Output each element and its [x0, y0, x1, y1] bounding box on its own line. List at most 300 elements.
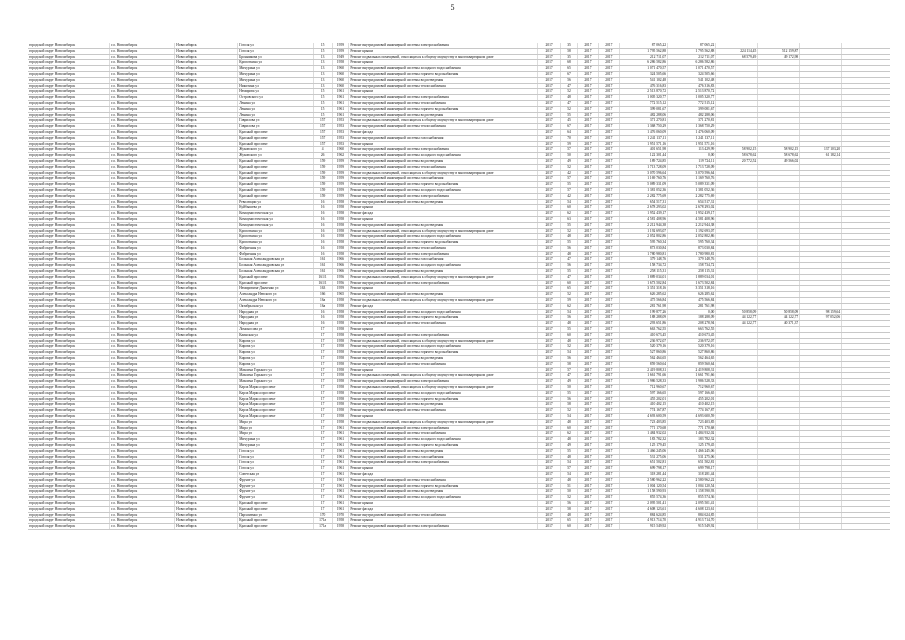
cell-plan_year: 2017: [538, 269, 561, 275]
cell-start: 2017: [577, 48, 598, 54]
cell-locality: Новосибирск: [175, 222, 238, 228]
cell-city: г.о. Новосибирск: [110, 425, 175, 431]
cell-start: 2017: [577, 164, 598, 170]
cell-plan_year: 2017: [538, 228, 561, 234]
cell-year: 1958: [332, 414, 349, 420]
cell-cost2: 4 913 714,70: [668, 518, 716, 524]
cell-end: 2017: [598, 141, 619, 147]
cell-year: 1958: [332, 350, 349, 356]
cell-work: Ремонт внутридомовой инженерной системы газоснабжения: [349, 176, 538, 182]
cell-year: 1958: [332, 385, 349, 391]
cell-area: 65: [561, 66, 578, 72]
cell-plan_year: 2017: [538, 199, 561, 205]
cell-plan_year: 2017: [538, 222, 561, 228]
cell-plan_year: 2017: [538, 361, 561, 367]
cell-city: г.о. Новосибирск: [110, 298, 175, 304]
cell-start: 2017: [577, 524, 598, 530]
cell-plan_year: 2017: [538, 338, 561, 344]
cell-cost1: 188 288,09: [619, 315, 667, 321]
cell-work: Ремонт внутридомовой инженерной системы электроснабжения: [349, 251, 538, 257]
cell-start: 2017: [577, 60, 598, 66]
cell-cost1: 1 005 320,77: [619, 95, 667, 101]
cell-cost3: [716, 524, 758, 530]
cell-area: 49: [561, 442, 578, 448]
cell-cost1: 873 030,84: [619, 245, 667, 251]
cell-end: 2017: [598, 344, 619, 350]
cell-cost4: 40 371,37: [758, 321, 800, 327]
cell-locality: Новосибирск: [175, 106, 238, 112]
cell-city: г.о. Новосибирск: [110, 60, 175, 66]
cell-locality: Новосибирск: [175, 431, 238, 437]
cell-district: городской округ Новосибирск: [28, 448, 110, 454]
cell-end: 2017: [598, 309, 619, 315]
cell-district: городской округ Новосибирск: [28, 199, 110, 205]
cell-work: Ремонт внутридомовой инженерной системы холодного водоснабжения: [349, 66, 538, 72]
cell-cost1: 189 724,85: [619, 158, 667, 164]
cell-city: г.о. Новосибирск: [110, 240, 175, 246]
cell-district: городской округ Новосибирск: [28, 147, 110, 153]
cell-cost1: 1 169 760,76: [619, 176, 667, 182]
cell-locality: Новосибирск: [175, 379, 238, 385]
cell-locality: Новосибирск: [175, 495, 238, 501]
cell-cost1: 712 960,67: [619, 385, 667, 391]
cell-house: 159: [313, 170, 332, 176]
cell-year: 1959: [332, 187, 349, 193]
cell-cost1: 541 102,48: [619, 77, 667, 83]
cell-cost1: 1 071 470,57: [619, 66, 667, 72]
cell-house: 13: [313, 66, 332, 72]
cell-locality: Новосибирск: [175, 147, 238, 153]
cell-work: Ремонт внутридомовой инженерной системы теплоснабжения: [349, 321, 538, 327]
cell-house: 17: [313, 344, 332, 350]
cell-cost2: 1 192 693,07: [668, 228, 716, 234]
cell-end: 2017: [598, 332, 619, 338]
cell-start: 2017: [577, 286, 598, 292]
cell-cost2: 183 782,32: [668, 437, 716, 443]
cell-locality: Новосибирск: [175, 442, 238, 448]
cell-area: 62: [561, 431, 578, 437]
cell-district: городской округ Новосибирск: [28, 71, 110, 77]
cell-year: 1961: [332, 89, 349, 95]
cell-work: Ремонт крыши: [349, 367, 538, 373]
cell-plan_year: 2017: [538, 240, 561, 246]
cell-locality: Новосибирск: [175, 367, 238, 373]
cell-year: 1953: [332, 124, 349, 130]
cell-start: 2017: [577, 344, 598, 350]
cell-start: 2017: [577, 425, 598, 431]
cell-locality: Новосибирск: [175, 356, 238, 362]
cell-locality: Новосибирск: [175, 280, 238, 286]
cell-area: 56: [561, 263, 578, 269]
cell-street: Фабричная ул: [238, 251, 314, 257]
cell-street: Гаврилова ул: [238, 118, 314, 124]
cell-area: 52: [561, 164, 578, 170]
cell-street: Красный проспект: [238, 280, 314, 286]
cell-cost3: 58 902,15: [716, 147, 758, 153]
cell-house: 16: [313, 222, 332, 228]
cell-house: 17: [313, 419, 332, 425]
cell-start: 2017: [577, 361, 598, 367]
cell-street: Гоголя ул: [238, 48, 314, 54]
cell-district: городской округ Новосибирск: [28, 292, 110, 298]
cell-district: городской округ Новосибирск: [28, 269, 110, 275]
cell-plan_year: 2017: [538, 309, 561, 315]
cell-plan_year: 2017: [538, 489, 561, 495]
cell-plan_year: 2017: [538, 460, 561, 466]
cell-street: Александра Невского ул: [238, 298, 314, 304]
cell-end: 2017: [598, 385, 619, 391]
cell-cost2: 188 288,09: [668, 315, 716, 321]
cell-house: 17: [313, 442, 332, 448]
cell-district: городской округ Новосибирск: [28, 518, 110, 524]
cell-house: 163: [313, 286, 332, 292]
cell-year: 1960: [332, 147, 349, 153]
cell-house: 161: [313, 269, 332, 275]
cell-plan_year: 2017: [538, 414, 561, 420]
cell-district: городской округ Новосибирск: [28, 280, 110, 286]
cell-cost2: 855 574,36: [668, 495, 716, 501]
cell-work: Ремонт крыши: [349, 216, 538, 222]
cell-cost1: 527 860,86: [619, 350, 667, 356]
cell-house: 16: [313, 199, 332, 205]
cell-cost1: 1 158 590,93: [619, 489, 667, 495]
cell-cost2: 723 403,85: [668, 419, 716, 425]
cell-street: Большая Александровская ул: [238, 257, 314, 263]
cell-locality: Новосибирск: [175, 344, 238, 350]
cell-area: 57: [561, 176, 578, 182]
cell-locality: Новосибирск: [175, 327, 238, 333]
cell-locality: Новосибирск: [175, 425, 238, 431]
cell-year: 1958: [332, 419, 349, 425]
cell-year: 1970: [332, 512, 349, 518]
cell-work: Ремонт внутридомовой инженерной системы теплоснабжения: [349, 512, 538, 518]
cell-start: 2017: [577, 71, 598, 77]
cell-plan_year: 2017: [538, 187, 561, 193]
cell-work: Ремонт подвальных помещений, относящихся к общему имуществу в многоквартирном доме: [349, 274, 538, 280]
cell-cost1: 2 580 962,22: [619, 477, 667, 483]
cell-year: 1959: [332, 286, 349, 292]
cell-cost2: 476 316,83: [668, 83, 716, 89]
cell-district: городской округ Новосибирск: [28, 187, 110, 193]
cell-plan_year: 2017: [538, 176, 561, 182]
cell-house: 17: [313, 506, 332, 512]
cell-city: г.о. Новосибирск: [110, 71, 175, 77]
cell-cost2: 113 429,99: [668, 147, 716, 153]
cell-year: 1961: [332, 506, 349, 512]
cell-year: 1958: [332, 245, 349, 251]
cell-district: городской округ Новосибирск: [28, 419, 110, 425]
cell-start: 2017: [577, 129, 598, 135]
cell-start: 2017: [577, 193, 598, 199]
cell-plan_year: 2017: [538, 257, 561, 263]
cell-street: Кирова ул: [238, 361, 314, 367]
cell-area: 55: [561, 222, 578, 228]
cell-house: 17: [313, 361, 332, 367]
cell-city: г.о. Новосибирск: [110, 390, 175, 396]
cell-street: Мичурина ул: [238, 77, 314, 83]
cell-plan_year: 2017: [538, 419, 561, 425]
cell-end: 2017: [598, 100, 619, 106]
cell-street: Красный проспект: [238, 274, 314, 280]
cell-area: 65: [561, 286, 578, 292]
cell-work: Ремонт подвальных помещений, относящихся к общему имуществу в многоквартирном доме: [349, 385, 538, 391]
cell-area: 58: [561, 361, 578, 367]
cell-locality: Новосибирск: [175, 170, 238, 176]
cell-start: 2017: [577, 83, 598, 89]
cell-end: 2017: [598, 234, 619, 240]
cell-locality: Новосибирск: [175, 245, 238, 251]
cell-year: 1961: [332, 454, 349, 460]
cell-street: Мира ул: [238, 431, 314, 437]
cell-locality: Новосибирск: [175, 187, 238, 193]
cell-locality: Новосибирск: [175, 135, 238, 141]
cell-cost1: 774 167,87: [619, 408, 667, 414]
cell-area: 67: [561, 124, 578, 130]
cell-work: Ремонт внутридомовой инженерной системы холодного водоснабжения: [349, 495, 538, 501]
cell-cost2: 1 071 470,57: [668, 66, 716, 72]
cell-end: 2017: [598, 245, 619, 251]
cell-district: городской округ Новосибирск: [28, 77, 110, 83]
cell-street: Кропоткина ул: [238, 234, 314, 240]
cell-plan_year: 2017: [538, 135, 561, 141]
cell-plan_year: 2017: [538, 216, 561, 222]
cell-locality: Новосибирск: [175, 298, 238, 304]
cell-year: 1961: [332, 495, 349, 501]
cell-start: 2017: [577, 43, 598, 48]
cell-district: городской округ Новосибирск: [28, 274, 110, 280]
cell-start: 2017: [577, 303, 598, 309]
cell-end: 2017: [598, 338, 619, 344]
cell-start: 2017: [577, 95, 598, 101]
cell-area: 60: [561, 524, 578, 530]
cell-cost2: 410 673,45: [668, 332, 716, 338]
cell-work: Ремонт внутридомовой инженерной системы электроснабжения: [349, 280, 538, 286]
cell-cost3: 68 579,49: [716, 54, 758, 60]
cell-house: 17: [313, 390, 332, 396]
cell-plan_year: 2017: [538, 251, 561, 257]
cell-cost1: 318 281,44: [619, 471, 667, 477]
cell-start: 2017: [577, 222, 598, 228]
cell-end: 2017: [598, 495, 619, 501]
cell-cost2: 562 464,65: [668, 356, 716, 362]
cell-cost3: 58 678,62: [716, 153, 758, 159]
cell-area: 57: [561, 367, 578, 373]
cell-street: Ленина ул: [238, 100, 314, 106]
cell-plan_year: 2017: [538, 495, 561, 501]
cell-area: 58: [561, 402, 578, 408]
cell-area: 60: [561, 205, 578, 211]
cell-house: 17: [313, 356, 332, 362]
cell-work: Ремонт внутридомовой инженерной системы теплоснабжения: [349, 124, 538, 130]
cell-locality: Новосибирск: [175, 269, 238, 275]
cell-locality: Новосибирск: [175, 112, 238, 118]
cell-district: городской округ Новосибирск: [28, 332, 110, 338]
cell-area: 54: [561, 414, 578, 420]
cell-locality: Новосибирск: [175, 251, 238, 257]
cell-district: городской округ Новосибирск: [28, 170, 110, 176]
cell-house: 17: [313, 338, 332, 344]
cell-end: 2017: [598, 124, 619, 130]
cell-city: г.о. Новосибирск: [110, 292, 175, 298]
cell-end: 2017: [598, 356, 619, 362]
cell-locality: Новосибирск: [175, 518, 238, 524]
cell-city: г.о. Новосибирск: [110, 89, 175, 95]
cell-work: Ремонт внутридомовой инженерной системы теплоснабжения: [349, 431, 538, 437]
cell-end: 2017: [598, 274, 619, 280]
cell-cost1: 482 288,06: [619, 112, 667, 118]
cell-locality: Новосибирск: [175, 321, 238, 327]
cell-cost2: 654 517,31: [668, 199, 716, 205]
cell-city: г.о. Новосибирск: [110, 512, 175, 518]
cell-cost1: 2 212 944,38: [619, 222, 667, 228]
cell-plan_year: 2017: [538, 303, 561, 309]
cell-cost1: 723 403,85: [619, 419, 667, 425]
cell-district: городской округ Новосибирск: [28, 321, 110, 327]
cell-city: г.о. Новосибирск: [110, 129, 175, 135]
cell-start: 2017: [577, 408, 598, 414]
cell-work: Ремонт внутридомовой инженерной системы горячего водоснабжения: [349, 483, 538, 489]
cell-cost1: 258 115,31: [619, 269, 667, 275]
cell-year: 1958: [332, 390, 349, 396]
cell-year: 1958: [332, 228, 349, 234]
cell-plan_year: 2017: [538, 396, 561, 402]
cell-cost2: 651 502,81: [668, 460, 716, 466]
cell-cost1: 4 608 123,61: [619, 506, 667, 512]
cell-work: Ремонт внутридомовой инженерной системы горячего водоснабжения: [349, 106, 538, 112]
cell-plan_year: 2017: [538, 141, 561, 147]
cell-locality: Новосибирск: [175, 437, 238, 443]
cell-year: 1958: [332, 298, 349, 304]
cell-cost2: 208 278,94: [668, 321, 716, 327]
cell-start: 2017: [577, 118, 598, 124]
cell-year: 1958: [332, 361, 349, 367]
cell-year: 1958: [332, 216, 349, 222]
cell-year: 1959: [332, 164, 349, 170]
cell-cost1: 199 877,26: [619, 309, 667, 315]
cell-area: 56: [561, 315, 578, 321]
cell-year: 1958: [332, 205, 349, 211]
cell-house: 17: [313, 379, 332, 385]
cell-area: 51: [561, 483, 578, 489]
cell-area: 56: [561, 245, 578, 251]
cell-house: 17: [313, 396, 332, 402]
cell-start: 2017: [577, 315, 598, 321]
cell-cost2: 482 288,06: [668, 112, 716, 118]
cell-end: 2017: [598, 298, 619, 304]
cell-cost2: 1 795 562,88: [668, 48, 716, 54]
cell-city: г.о. Новосибирск: [110, 402, 175, 408]
cell-end: 2017: [598, 211, 619, 217]
cell-area: 48: [561, 338, 578, 344]
cell-cost2: 774 167,87: [668, 408, 716, 414]
cell-year: 1961: [332, 95, 349, 101]
cell-city: г.о. Новосибирск: [110, 309, 175, 315]
cell-work: Ремонт подвальных помещений, относящихся к общему имуществу в многоквартирном доме: [349, 118, 538, 124]
cell-area: 55: [561, 448, 578, 454]
cell-work: Ремонт внутридомовой инженерной системы водоотведения: [349, 222, 538, 228]
cell-locality: Новосибирск: [175, 182, 238, 188]
cell-work: Ремонт внутридомовой инженерной системы теплоснабжения: [349, 100, 538, 106]
cell-year: 1961: [332, 489, 349, 495]
cell-end: 2017: [598, 240, 619, 246]
cell-house: 157: [313, 141, 332, 147]
cell-year: 1959: [332, 158, 349, 164]
cell-district: городской округ Новосибирск: [28, 112, 110, 118]
cell-locality: Новосибирск: [175, 512, 238, 518]
cell-house: 166: [313, 292, 332, 298]
cell-plan_year: 2017: [538, 106, 561, 112]
cell-house: 17: [313, 425, 332, 431]
cell-start: 2017: [577, 477, 598, 483]
cell-plan_year: 2017: [538, 518, 561, 524]
cell-street: Красный проспект: [238, 193, 314, 199]
cell-end: 2017: [598, 77, 619, 83]
cell-cost1: 4 913 714,70: [619, 518, 667, 524]
cell-work: Ремонт внутридомовой инженерной системы горячего водоснабжения: [349, 396, 538, 402]
cell-end: 2017: [598, 106, 619, 112]
cell-house: 15: [313, 112, 332, 118]
cell-work: Ремонт внутридомовой инженерной системы холодного водоснабжения: [349, 153, 538, 159]
cell-area: 48: [561, 454, 578, 460]
cell-street: Большая Александровская ул: [238, 269, 314, 275]
cell-cost1: 1 795 562,88: [619, 48, 667, 54]
cell-street: Ломоносова ул: [238, 327, 314, 333]
cell-locality: Новосибирск: [175, 448, 238, 454]
cell-work: Ремонт внутридомовой инженерной системы теплоснабжения: [349, 477, 538, 483]
cell-cost4: 512 159,87: [758, 48, 800, 54]
cell-work: Ремонт подвальных помещений, относящихся к общему имуществу в многоквартирном доме: [349, 373, 538, 379]
cell-district: городской округ Новосибирск: [28, 524, 110, 530]
cell-street: Красный проспект: [238, 129, 314, 135]
cell-year: 1961: [332, 437, 349, 443]
cell-cost1: 1 004 120,54: [619, 483, 667, 489]
cell-plan_year: 2017: [538, 100, 561, 106]
cell-district: городской округ Новосибирск: [28, 251, 110, 257]
cell-area: 57: [561, 466, 578, 472]
cell-cost2: 1 952 439,17: [668, 211, 716, 217]
cell-district: городской округ Новосибирск: [28, 425, 110, 431]
cell-district: городской округ Новосибирск: [28, 89, 110, 95]
cell-year: 1953: [332, 141, 349, 147]
cell-cost1: 476 316,83: [619, 83, 667, 89]
cell-plan_year: 2017: [538, 193, 561, 199]
cell-locality: Новосибирск: [175, 408, 238, 414]
cell-house: 17: [313, 332, 332, 338]
cell-cost1: 1 986 528,33: [619, 379, 667, 385]
cell-house: 13: [313, 77, 332, 83]
cell-house: 17: [313, 460, 332, 466]
cell-cost2: 595 760,34: [668, 240, 716, 246]
cell-end: 2017: [598, 147, 619, 153]
cell-year: 1956: [332, 280, 349, 286]
cell-year: 1958: [332, 251, 349, 257]
cell-end: 2017: [598, 477, 619, 483]
cell-year: 1959: [332, 43, 349, 48]
cell-district: городской округ Новосибирск: [28, 211, 110, 217]
cell-end: 2017: [598, 379, 619, 385]
cell-area: 48: [561, 512, 578, 518]
cell-end: 2017: [598, 54, 619, 60]
cell-start: 2017: [577, 309, 598, 315]
cell-work: Ремонт внутридомовой инженерной системы электроснабжения: [349, 332, 538, 338]
cell-year: 1958: [332, 379, 349, 385]
cell-cost1: 293 651,86: [619, 321, 667, 327]
cell-area: 58: [561, 48, 578, 54]
cell-locality: Новосибирск: [175, 373, 238, 379]
cell-work: Ремонт внутридомовой инженерной системы газоснабжения: [349, 135, 538, 141]
cell-city: г.о. Новосибирск: [110, 379, 175, 385]
cell-house: 17: [313, 466, 332, 472]
